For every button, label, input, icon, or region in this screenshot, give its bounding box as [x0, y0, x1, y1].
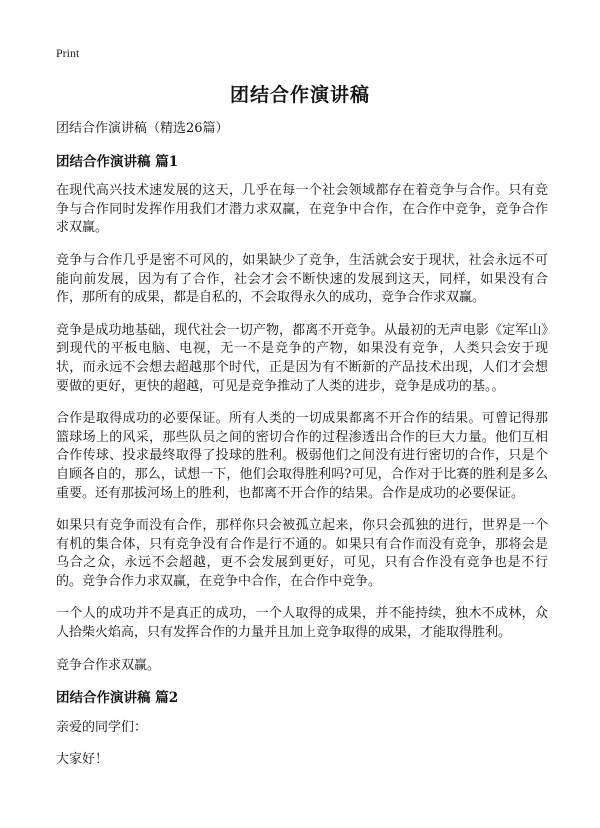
- paragraph: 竞争是成功地基础，现代社会一切产物，都离不开竞争。从最初的无声电影《定军山》到现代的平板电脑、电视，无一不是竞争的产物，如果没有竞争，人类只会安于现状，而永远不会想去超越那个时代，正是因为有不断新的产品技术出现，人们才会想要做的更好，更快的超越，可见是竞争推动了人类的进步，竞争是成功的基。。: [56, 322, 548, 394]
- section-1: [56, 153, 548, 676]
- greeting: 大家好！: [56, 752, 109, 768]
- print-label: Print: [56, 46, 80, 60]
- paragraph: 合作是取得成功的必要保证。所有人类的一切成果都离不开合作的结果。可曾记得那篮球场上的风采，那些队员之间的密切合作的过程渗透出合作的巨大力量。他们互相合作传球、投求最终取得了投球的胜利。极弱他们之间没有进行密切的合作，只是个自顾各自的，那么，试想一下，他们会取得胜利吗?可见，合作对于比赛的胜利是多么重要。还有那拔河场上的胜利，也都离不开合作的结果。合作是成功的必要保证。: [56, 411, 548, 501]
- paragraph: 一个人的成功并不是真正的成功，一个人取得的成果，并不能持续，独木不成林，众人拾柴火焰高，只有发挥合作的力量并且加上竞争取得的成果，才能取得胜利。: [56, 606, 548, 641]
- paragraph: 竞争与合作几乎是密不可风的，如果缺少了竞争，生活就会安于现状，社会永远不可能向前发展，因为有了合作，社会才会不断快速的发展到这天，同样，如果没有合作，那所有的成果，都是自私的，不会取得永久的成功，竞争合作求双赢。: [56, 252, 548, 306]
- section-2: [56, 689, 548, 770]
- document-subtitle: 团结合作演讲稿（精选26篇）: [56, 121, 229, 136]
- document-body: [56, 120, 548, 784]
- page-title: 团结合作演讲稿: [229, 84, 370, 106]
- section-heading: 团结合作演讲稿 篇2: [56, 690, 179, 707]
- salutation: 亲爱的同学们：: [56, 719, 148, 735]
- paragraph: 在现代高兴技术速发展的这天，几乎在每一个社会领域都存在着竞争与合作。只有竞争与合作同时发挥作用我们才潜力求双赢，在竞争中合作，在合作中竞争，竞争合作求双赢。: [56, 183, 548, 236]
- paragraph: 如果只有竞争而没有合作，那样你只会被孤立起来，你只会孤独的进行，世界是一个有机的集合体，只有竞争没有合作是行不通的。如果只有合作而没有竞争，那将会是乌合之众，永远不会超越，更不会发展到更好，可见，只有合作没有竞争也是不行的。竞争合作力求双赢，在竞争中合作，在合作中竞争。: [56, 518, 548, 589]
- section-heading: 团结合作演讲稿 篇1: [56, 153, 179, 170]
- paragraph: 竞争合作求双赢。: [56, 657, 161, 673]
